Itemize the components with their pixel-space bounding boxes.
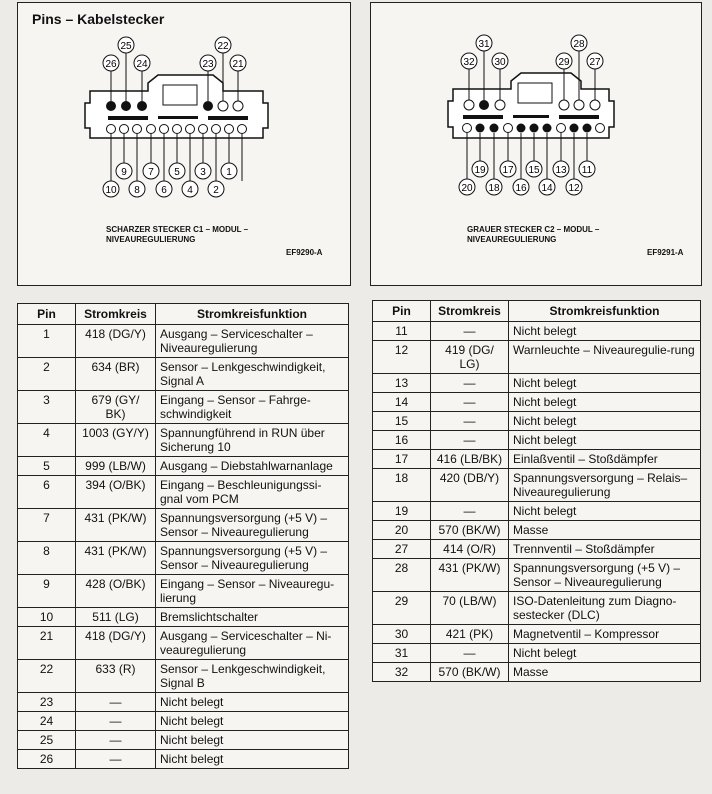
table-row (373, 644, 701, 663)
c2-label: 19 (474, 165, 486, 176)
circuit-cell: — (431, 502, 509, 521)
c2-caption-line2: NIVEAUREGULIERUNG (467, 235, 557, 244)
circuit-cell: 421 (PK) (431, 625, 509, 644)
function-cell: Eingang – Sensor – Niveauregu-lierung (156, 575, 349, 608)
circuit-cell: 394 (O/BK) (76, 476, 156, 509)
table-row (18, 391, 349, 424)
circuit-cell: — (76, 731, 156, 750)
function-cell: Nicht belegt (156, 731, 349, 750)
table-row (373, 322, 701, 341)
c1-bottom-pins (107, 125, 247, 134)
pin-cell: 10 (18, 608, 76, 627)
table-row (18, 660, 349, 693)
function-cell: Nicht belegt (156, 712, 349, 731)
table-row (373, 663, 701, 682)
circuit-cell: — (76, 750, 156, 769)
table-row (18, 542, 349, 575)
pin-cell: 17 (373, 450, 431, 469)
function-cell: Ausgang – Serviceschalter – Ni-veauregulierung (156, 627, 349, 660)
function-cell: Nicht belegt (509, 431, 701, 450)
pin-cell: 13 (373, 374, 431, 393)
pin-cell: 28 (373, 559, 431, 592)
col-header-function: Stromkreisfunktion (509, 301, 701, 322)
function-cell: ISO-Datenleitung zum Diagno-sestecker (DLC) (509, 592, 701, 625)
pin-cell: 3 (18, 391, 76, 424)
c1-label: 9 (121, 167, 127, 178)
c2-label: 32 (463, 57, 475, 68)
c2-label: 31 (478, 39, 490, 50)
table-row (18, 424, 349, 457)
function-cell: Spannungsversorgung (+5 V) – Sensor – Niveauregulierung (156, 542, 349, 575)
table-row (373, 393, 701, 412)
circuit-cell: 416 (LB/BK) (431, 450, 509, 469)
circuit-cell: 431 (PK/W) (76, 509, 156, 542)
circuit-cell: 419 (DG/ LG) (431, 341, 509, 374)
table-row (373, 431, 701, 450)
function-cell: Eingang – Sensor – Fahrge-schwindigkeit (156, 391, 349, 424)
function-cell: Ausgang – Serviceschalter – Niveauregulierung (156, 325, 349, 358)
table-row (373, 469, 701, 502)
c2-label: 13 (555, 165, 567, 176)
pin-cell: 7 (18, 509, 76, 542)
table-row (373, 592, 701, 625)
table-row (373, 540, 701, 559)
pin-cell: 16 (373, 431, 431, 450)
circuit-cell: 418 (DG/Y) (76, 627, 156, 660)
table-row (373, 559, 701, 592)
c1-label: 24 (136, 59, 148, 70)
c2-caption (467, 225, 599, 245)
c2-label: 16 (515, 183, 527, 194)
c1-label: 3 (200, 167, 206, 178)
pin-cell: 20 (373, 521, 431, 540)
c1-label: 6 (161, 185, 167, 196)
table-row (373, 374, 701, 393)
c2-ref: EF9291-A (647, 248, 684, 257)
function-cell: Nicht belegt (509, 393, 701, 412)
pin-cell: 12 (373, 341, 431, 374)
circuit-cell: — (431, 393, 509, 412)
function-cell: Spannungführend in RUN über Sicherung 10 (156, 424, 349, 457)
circuit-cell: 428 (O/BK) (76, 575, 156, 608)
col-header-pin: Pin (18, 304, 76, 325)
c1-label: 25 (120, 41, 132, 52)
table-row (18, 693, 349, 712)
c1-label: 7 (148, 167, 154, 178)
circuit-cell: — (431, 644, 509, 663)
col-header-function: Stromkreisfunktion (156, 304, 349, 325)
table-row (18, 575, 349, 608)
pin-cell: 22 (18, 660, 76, 693)
c2-label: 30 (494, 57, 506, 68)
connector-c1-panel (17, 2, 351, 286)
c2-label: 27 (589, 57, 601, 68)
pin-cell: 23 (18, 693, 76, 712)
circuit-cell: 570 (BK/W) (431, 663, 509, 682)
table-row (373, 450, 701, 469)
table-row (18, 627, 349, 660)
table-row (18, 358, 349, 391)
c1-label: 4 (187, 185, 193, 196)
table-row (373, 502, 701, 521)
c1-label: 23 (202, 59, 214, 70)
function-cell: Spannungsversorgung (+5 V) – Sensor – Niveauregulierung (156, 509, 349, 542)
pin-cell: 32 (373, 663, 431, 682)
c2-label: 14 (541, 183, 553, 194)
table-row (18, 731, 349, 750)
table-row (373, 412, 701, 431)
c1-caption-line1: SCHARZER STECKER C1 – MODUL – (106, 225, 249, 234)
table-header-row (373, 301, 701, 322)
pin-cell: 9 (18, 575, 76, 608)
circuit-cell: 70 (LB/W) (431, 592, 509, 625)
function-cell: Nicht belegt (509, 322, 701, 341)
function-cell: Eingang – Beschleunigungssi-gnal vom PCM (156, 476, 349, 509)
pin-cell: 2 (18, 358, 76, 391)
c1-label: 8 (134, 185, 140, 196)
table-row (18, 457, 349, 476)
function-cell: Bremslichtschalter (156, 608, 349, 627)
c2-label: 11 (581, 165, 593, 176)
function-cell: Sensor – Lenkgeschwindigkeit, Signal A (156, 358, 349, 391)
function-cell: Masse (509, 663, 701, 682)
pin-table-c1 (17, 303, 349, 769)
pin-cell: 6 (18, 476, 76, 509)
c2-label: 18 (488, 183, 500, 194)
circuit-cell: — (431, 431, 509, 450)
circuit-cell: 431 (PK/W) (76, 542, 156, 575)
c1-label: 10 (105, 185, 117, 196)
table-row (18, 325, 349, 358)
function-cell: Masse (509, 521, 701, 540)
pin-cell: 27 (373, 540, 431, 559)
c1-label: 5 (174, 167, 180, 178)
pin-cell: 29 (373, 592, 431, 625)
circuit-cell: 570 (BK/W) (431, 521, 509, 540)
circuit-cell: 633 (R) (76, 660, 156, 693)
table-row (373, 521, 701, 540)
pin-table-c2 (372, 300, 701, 682)
c1-caption-line2: NIVEAUREGULIERUNG (106, 235, 196, 244)
connector-c2-panel (370, 2, 702, 286)
function-cell: Spannungsversorgung – Relais– Niveauregulierung (509, 469, 701, 502)
circuit-cell: 418 (DG/Y) (76, 325, 156, 358)
pin-cell: 26 (18, 750, 76, 769)
function-cell: Nicht belegt (156, 750, 349, 769)
pin-cell: 14 (373, 393, 431, 412)
pin-cell: 25 (18, 731, 76, 750)
col-header-circuit: Stromkreis (431, 301, 509, 322)
table-row (18, 509, 349, 542)
c1-label: 2 (213, 185, 219, 196)
table-header-row (18, 304, 349, 325)
circuit-cell: 634 (BR) (76, 358, 156, 391)
circuit-cell: 511 (LG) (76, 608, 156, 627)
function-cell: Magnetventil – Kompressor (509, 625, 701, 644)
circuit-cell: — (431, 412, 509, 431)
pin-cell: 15 (373, 412, 431, 431)
c1-ref: EF9290-A (286, 248, 323, 257)
function-cell: Nicht belegt (509, 502, 701, 521)
c1-caption (106, 225, 248, 245)
pin-cell: 1 (18, 325, 76, 358)
table-row (18, 712, 349, 731)
page-title: Pins – Kabelstecker (32, 11, 165, 27)
c2-label: 17 (502, 165, 514, 176)
function-cell: Einlaßventil – Stoßdämpfer (509, 450, 701, 469)
circuit-cell: — (76, 712, 156, 731)
circuit-cell: 999 (LB/W) (76, 457, 156, 476)
circuit-cell: 414 (O/R) (431, 540, 509, 559)
table-row (373, 625, 701, 644)
function-cell: Trennventil – Stoßdämpfer (509, 540, 701, 559)
c2-label: 29 (558, 57, 570, 68)
circuit-cell: 420 (DB/Y) (431, 469, 509, 502)
function-cell: Warnleuchte – Niveauregulie-rung (509, 341, 701, 374)
c1-label: 21 (232, 59, 244, 70)
function-cell: Nicht belegt (156, 693, 349, 712)
table-row (18, 476, 349, 509)
pin-cell: 30 (373, 625, 431, 644)
pin-cell: 18 (373, 469, 431, 502)
pin-cell: 11 (373, 322, 431, 341)
pin-cell: 21 (18, 627, 76, 660)
c1-label: 1 (226, 167, 232, 178)
pin-cell: 5 (18, 457, 76, 476)
pin-cell: 31 (373, 644, 431, 663)
function-cell: Nicht belegt (509, 374, 701, 393)
function-cell: Spannungsversorgung (+5 V) – Sensor – Niveauregulierung (509, 559, 701, 592)
function-cell: Nicht belegt (509, 412, 701, 431)
table-row (373, 341, 701, 374)
pin-cell: 8 (18, 542, 76, 575)
table-row (18, 608, 349, 627)
c1-label: 22 (217, 41, 229, 52)
c2-label: 15 (528, 165, 540, 176)
c2-label: 28 (573, 39, 585, 50)
col-header-circuit: Stromkreis (76, 304, 156, 325)
c2-caption-line1: GRAUER STECKER C2 – MODUL – (467, 225, 600, 234)
pin-cell: 4 (18, 424, 76, 457)
circuit-cell: — (431, 374, 509, 393)
function-cell: Ausgang – Diebstahlwarnanlage (156, 457, 349, 476)
col-header-pin: Pin (373, 301, 431, 322)
circuit-cell: — (431, 322, 509, 341)
function-cell: Nicht belegt (509, 644, 701, 663)
circuit-cell: — (76, 693, 156, 712)
pin-cell: 24 (18, 712, 76, 731)
circuit-cell: 431 (PK/W) (431, 559, 509, 592)
c2-label: 12 (568, 183, 580, 194)
c1-label: 26 (105, 59, 117, 70)
c2-label: 20 (461, 183, 473, 194)
table-row (18, 750, 349, 769)
circuit-cell: 679 (GY/ BK) (76, 391, 156, 424)
pin-cell: 19 (373, 502, 431, 521)
function-cell: Sensor – Lenkgeschwindigkeit, Signal B (156, 660, 349, 693)
circuit-cell: 1003 (GY/Y) (76, 424, 156, 457)
